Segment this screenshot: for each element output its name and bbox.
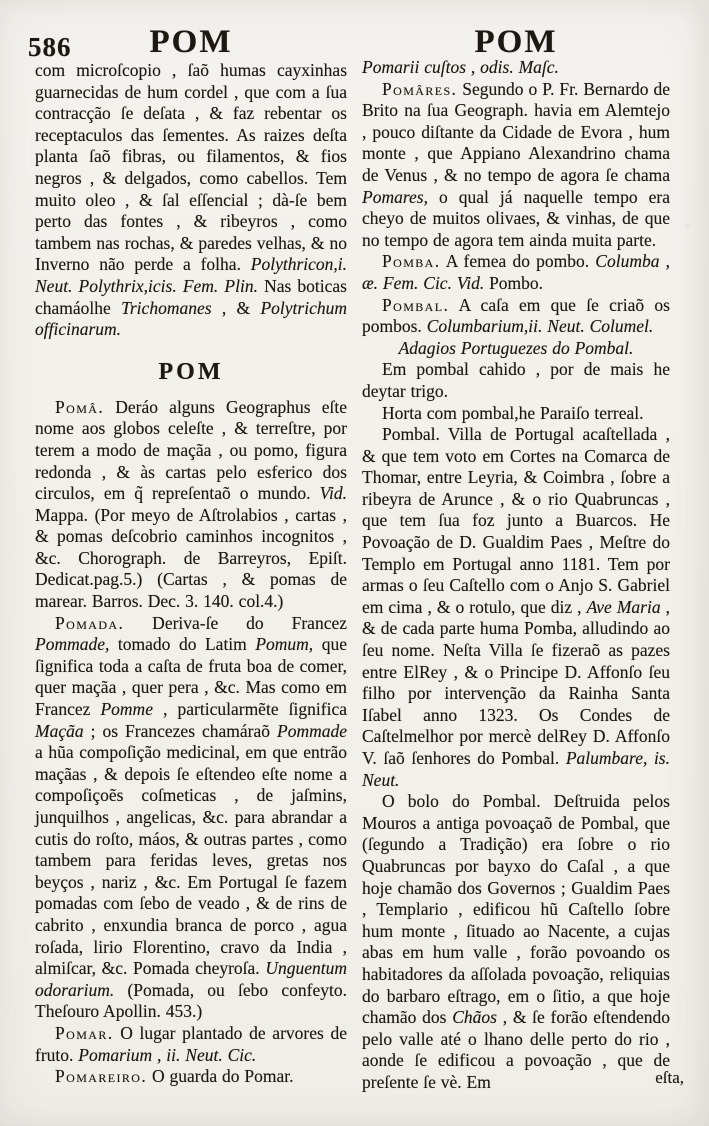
text-segment: Unguentum odorarium. bbox=[35, 958, 347, 1000]
text-segment: Pomarium , ii. Neut. Cic. bbox=[78, 1044, 257, 1065]
text-segment: Vid. bbox=[319, 483, 347, 504]
entry-pombal-dovecote bbox=[362, 295, 670, 338]
text-segment: Adagios Portuguezes do Pombal. bbox=[398, 337, 634, 358]
text-segment: O bolo do Pombal. Deſtruida pelos Mouros a antiga povoaçaõ de Pombal, que (ſegundo a Tradição) era ſobre o rio Quabruncas por bayxo do Caſal , a que hoje chamão dos Governos ; Gualdim Paes , Templario , edificou hũ Caſtello ſobre hum monte , ſituado ao Nacente, a cujas abas em hum valle , forão povoando os habitadores da aſſolada povoação, reliquias do barbaro eſtrago, em o ſitio, a que hoje chamão dos bbox=[362, 791, 670, 1028]
text-segment: Pommade bbox=[277, 720, 347, 741]
text-segment: Polytrichum officinarum. bbox=[35, 297, 347, 340]
entry-pomares bbox=[362, 79, 670, 252]
text-segment: a hũa compoſição medicinal, em que entrão maçãas , & depois ſe eſtendeo eſte nome a compoſiçoẽs coſmeticas , de jaſmins, junquilhos , angelicas, &c. para abrandar a cutis do roſto, máos, & outras partes , como tambem para feridas leves, gretas nos beyços , nariz , &c. Em Portugal ſe fazem pomadas com ſebo de veado , & de rins de cabrito , enxundia branca de porco , agua roſada, lirio Florentino, cravo da India , almiſcar, &c. Pomada cheyroſa. bbox=[35, 742, 347, 979]
text-segment: Pombal. Villa de Portugal acaſtellada , & que tem voto em Cortes na Comarca de Thomar, entre Leyria, & Coimbra , ſobre a ribeyra de Arunce , & o rio Quabruncas , que tem ſua foz junto a Buarcos. He Povoação de D. Gualdim Paes , Meſtre do Templo em Portugal anno 1181. Tem por armas o ſeu Caſtello com o Anjo S. Gabriel em cima , & o rotulo, que diz , bbox=[362, 424, 670, 617]
text-segment: , particularmẽte ſignifica bbox=[152, 699, 347, 720]
proverb-em-pombal-cahido bbox=[362, 359, 670, 402]
text-segment: Pomarii cuſtos , odis. Maſc. bbox=[362, 57, 559, 77]
text-segment: Segundo o P. Fr. Bernardo de Brito na ſua Geograph. havia em Alemtejo , pouco diſtante da Cidade de Evora , hum monte , que Appiano Alexandrino chama de Venus , & no tempo de agora ſe chama bbox=[362, 78, 670, 185]
proverb-horta-com-pombal bbox=[362, 403, 670, 425]
text-segment: Pomares, bbox=[362, 186, 428, 207]
text-segment: o qual já naquelle tempo era cheyo de muitos olivaes, & vinhas, de que no tempo de agora tem ainda muita parte. bbox=[362, 186, 670, 250]
text-segment: Pomareiro. bbox=[55, 1066, 148, 1087]
entry-poma bbox=[35, 397, 347, 613]
text-segment: Em pombal cahido , por de mais he deytar trigo. bbox=[362, 359, 670, 401]
text-segment: Pombal. bbox=[382, 294, 450, 315]
text-segment: Pomme bbox=[100, 699, 153, 720]
text-segment: Pommade, bbox=[35, 634, 110, 655]
text-segment: Deráo alguns Geographus eſte nome aos globos celeſte , & terreſtre, por terem a modo de maçãa , ou pomo, figura redonda , & às cartas pelo esferico dos circulos, em q̃ repreſentaõ o mundo. bbox=[35, 396, 347, 504]
text-segment: Ave Maria bbox=[586, 596, 661, 617]
entry-pomareiro bbox=[35, 1066, 347, 1088]
text-segment: Pombo. bbox=[484, 272, 544, 293]
entry-pomareiro-continuation bbox=[362, 57, 670, 79]
text-segment: que ſignifica toda a caſta de fruta boa de comer, quer maçãa , quer pera , &c. Mas como em Francez bbox=[35, 634, 347, 720]
text-segment: Maçãa bbox=[35, 720, 84, 741]
left-column bbox=[35, 60, 347, 1100]
text-segment: ; os Francezes chamáraõ bbox=[83, 720, 278, 741]
text-segment: , & ſe forão eſtendendo pelo valle até o lhano delle perto do rio , aonde ſe edificou a povoação , que de preſente ſe vè. Em bbox=[362, 1007, 670, 1092]
entry-pomada bbox=[35, 613, 347, 1023]
section-heading-pom bbox=[35, 359, 347, 385]
text-segment: Columbarium,ii. Neut. Columel. bbox=[426, 316, 654, 337]
text-segment: Pomba. bbox=[382, 251, 441, 272]
text-segment: O guarda do Pomar. bbox=[147, 1066, 294, 1087]
running-head-left: POM bbox=[149, 24, 233, 60]
text-segment: Columba , æ. Fem. Cic. Vid. bbox=[362, 251, 670, 293]
text-segment: A femea do pombo. bbox=[440, 251, 596, 272]
text-segment: Mappa. (Por meyo de Aſtrolabios , cartas , & pomas deſcobrio caminhos incognitos , &c. Chorograph. de Barreyros, Epiſt. Dedicat.pag.5.) (Cartas , & pomas de marear. Barros. Dec. 3. 140. col.4.) bbox=[35, 504, 347, 612]
text-segment: , & de cada parte huma Pomba, alludindo ao ſeu nome. Neſta Villa ſe fizeraõ as pazes entre ElRey , & o Principe D. Affonſo ſeu filho por intervenção da Rainha Santa Iſabel anno 1323. Os Condes de Caſtelmelhor por mercè delRey D. Affonſo V. ſaõ ſenhores do Pombal. bbox=[362, 596, 671, 768]
text-segment: O lugar plantado de arvores de fruto. bbox=[35, 1022, 347, 1065]
text-segment: A caſa em que ſe criaõ os pombos. bbox=[362, 294, 670, 337]
text-segment: Nas boticas chamáolhe bbox=[35, 275, 347, 318]
text-segment: Pomum, bbox=[255, 634, 314, 655]
text-segment: tomado do Latim bbox=[109, 634, 256, 655]
entry-pomar bbox=[35, 1023, 347, 1066]
text-segment: Polythricon,i. Neut. Polythrix,icis. Fem. Plin. bbox=[35, 254, 347, 296]
text-segment: Pomar. bbox=[55, 1022, 114, 1043]
text-segment: Pomâres. bbox=[382, 78, 458, 99]
catchword: eſta, bbox=[655, 1068, 684, 1087]
page-number: 586 bbox=[28, 32, 72, 62]
text-segment: com microſcopio , ſaõ humas cayxinhas guarnecidas de hum cordel , que com a ſua contracção ſe deſata , & faz rebentar os receptaculos das ſementes. As raizes deſta planta ſaõ fibras, ou filamentos, & fios negros , & delgados, como cabellos. Tem muito oleo , & ſal eſſencial ; dà-ſe bem perto das fontes , & ribeyros , como tambem nas rochas, & paredes velhas, & no Inverno não perde a folha. bbox=[35, 60, 347, 275]
text-segment: (Pomada, ou ſebo confeyto. Theſouro Apollin. 453.) bbox=[35, 979, 347, 1022]
text-segment: , & bbox=[211, 297, 261, 318]
text-segment: Deriva-ſe do Francez bbox=[124, 612, 347, 633]
text-segment: Palumbare, is. Neut. bbox=[362, 748, 670, 790]
entry-pomba bbox=[362, 251, 670, 294]
running-head-right: POM bbox=[474, 24, 558, 60]
text-segment: Pomada. bbox=[55, 612, 125, 633]
adagios-heading bbox=[362, 338, 670, 360]
text-segment: Horta com pombal,he Paraiſo terreal. bbox=[382, 402, 644, 423]
right-column bbox=[362, 57, 670, 1107]
entry-pombal-town bbox=[362, 424, 670, 791]
text-segment: Trichomanes bbox=[121, 297, 212, 318]
text-segment: POM bbox=[158, 358, 224, 385]
text-segment: Chãos bbox=[452, 1007, 497, 1028]
text-segment: Pomâ. bbox=[55, 396, 105, 417]
entry-bolo-do-pombal bbox=[362, 791, 670, 1093]
entry-polytrichon-continuation bbox=[35, 60, 347, 341]
